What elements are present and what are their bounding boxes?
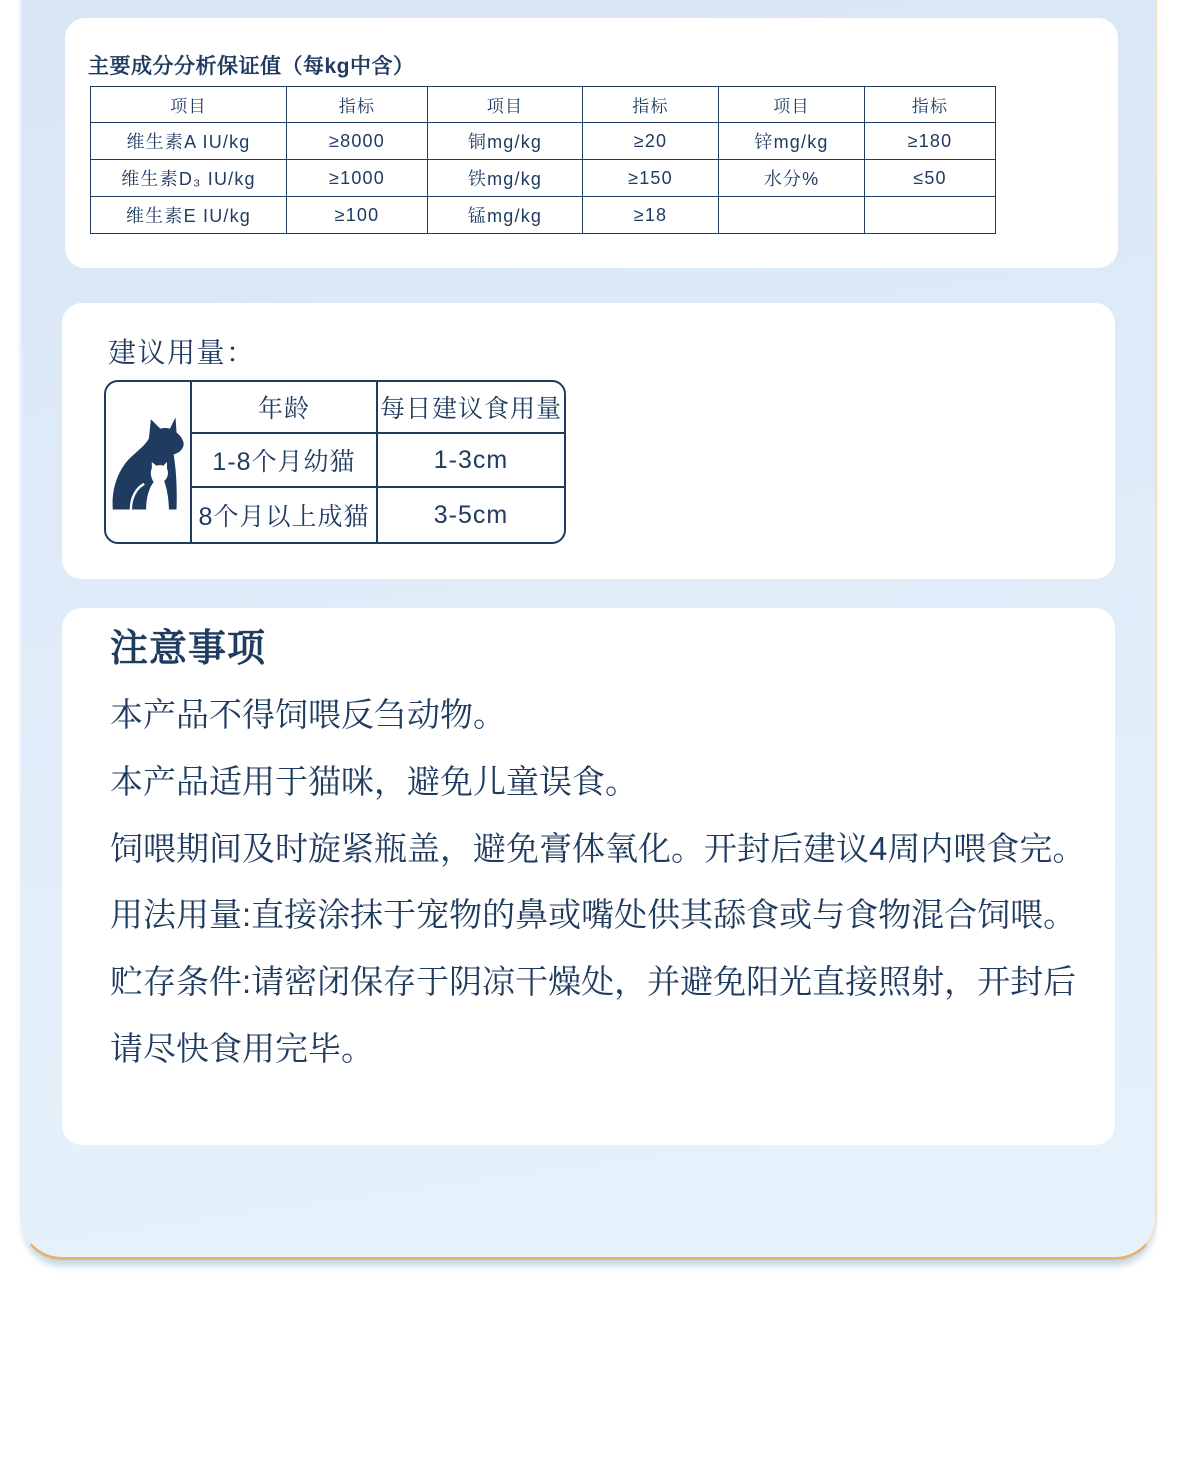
header-cell-indicator: 指标 — [865, 87, 996, 123]
nutrition-card — [65, 18, 1118, 268]
header-cell-item: 项目 — [428, 87, 583, 123]
cell-indicator-value: ≥1000 — [287, 160, 428, 197]
cell-indicator-value — [865, 197, 996, 234]
cell-indicator-value: ≥150 — [583, 160, 719, 197]
nutrition-title: 主要成分分析保证值（每kg中含） — [88, 55, 415, 78]
cell-indicator-value: ≥100 — [287, 197, 428, 234]
dosage-title: 建议用量： — [108, 337, 256, 368]
cell-item-name: 维生素A IU/kg — [91, 123, 287, 160]
cell-age: 1-8个月幼猫 — [192, 434, 378, 488]
header-age: 年龄 — [192, 382, 378, 434]
notes-card — [62, 608, 1115, 1145]
notes-title: 注意事项 — [110, 628, 267, 670]
cell-item-name: 维生素E IU/kg — [91, 197, 287, 234]
header-cell-indicator: 指标 — [287, 87, 428, 123]
header-cell-indicator: 指标 — [583, 87, 719, 123]
table-row — [91, 123, 996, 160]
note-item: 饲喂期间及时旋紧瓶盖，避免膏体氧化。开封后建议4周内喂食完。 — [110, 829, 1086, 867]
cell-daily-amount: 1-3cm — [378, 434, 564, 488]
dosage-icon-cell — [106, 382, 192, 542]
dosage-table — [104, 380, 566, 544]
cell-daily-amount: 3-5cm — [433, 500, 509, 529]
cell-indicator-value: ≥180 — [865, 123, 996, 160]
cell-item-name: 锌mg/kg — [719, 123, 865, 160]
note-item: 本产品不得饲喂反刍动物。 — [110, 696, 506, 733]
note-item: 用法用量:直接涂抹于宠物的鼻或嘴处供其舔食或与食物混合饲喂。 — [110, 896, 1077, 934]
cell-indicator-value: ≤50 — [865, 160, 996, 197]
cell-item-name: 水分% — [719, 160, 865, 197]
table-row — [91, 160, 996, 197]
cell-indicator-value: ≥8000 — [287, 123, 428, 160]
nutrition-table — [90, 86, 996, 234]
note-item: 本产品适用于猫咪，避免儿童误食。 — [110, 762, 638, 800]
cell-item-name: 铜mg/kg — [428, 123, 583, 160]
dosage-card — [62, 303, 1115, 579]
cell-item-name: 维生素D₃ IU/kg — [91, 160, 287, 197]
cell-item-name: 铁mg/kg — [428, 160, 583, 197]
cell-item-name — [719, 197, 865, 234]
note-item: 贮存条件:请密闭保存于阴凉干燥处，并避免阳光直接照射，开封后请尽快食用完毕。 — [110, 963, 1077, 1067]
cell-indicator-value: ≥20 — [583, 123, 719, 160]
header-daily-amount: 每日建议食用量 — [378, 382, 564, 434]
table-header-row — [91, 87, 996, 123]
header-cell-item: 项目 — [91, 87, 287, 123]
table-row — [91, 197, 996, 234]
notes-list — [110, 682, 1093, 1083]
cell-item-name: 锰mg/kg — [428, 197, 583, 234]
cat-and-kitten-icon — [110, 413, 186, 511]
header-cell-item: 项目 — [719, 87, 865, 123]
cell-indicator-value: ≥18 — [583, 197, 719, 234]
cell-age: 8个月以上成猫 — [192, 488, 378, 542]
